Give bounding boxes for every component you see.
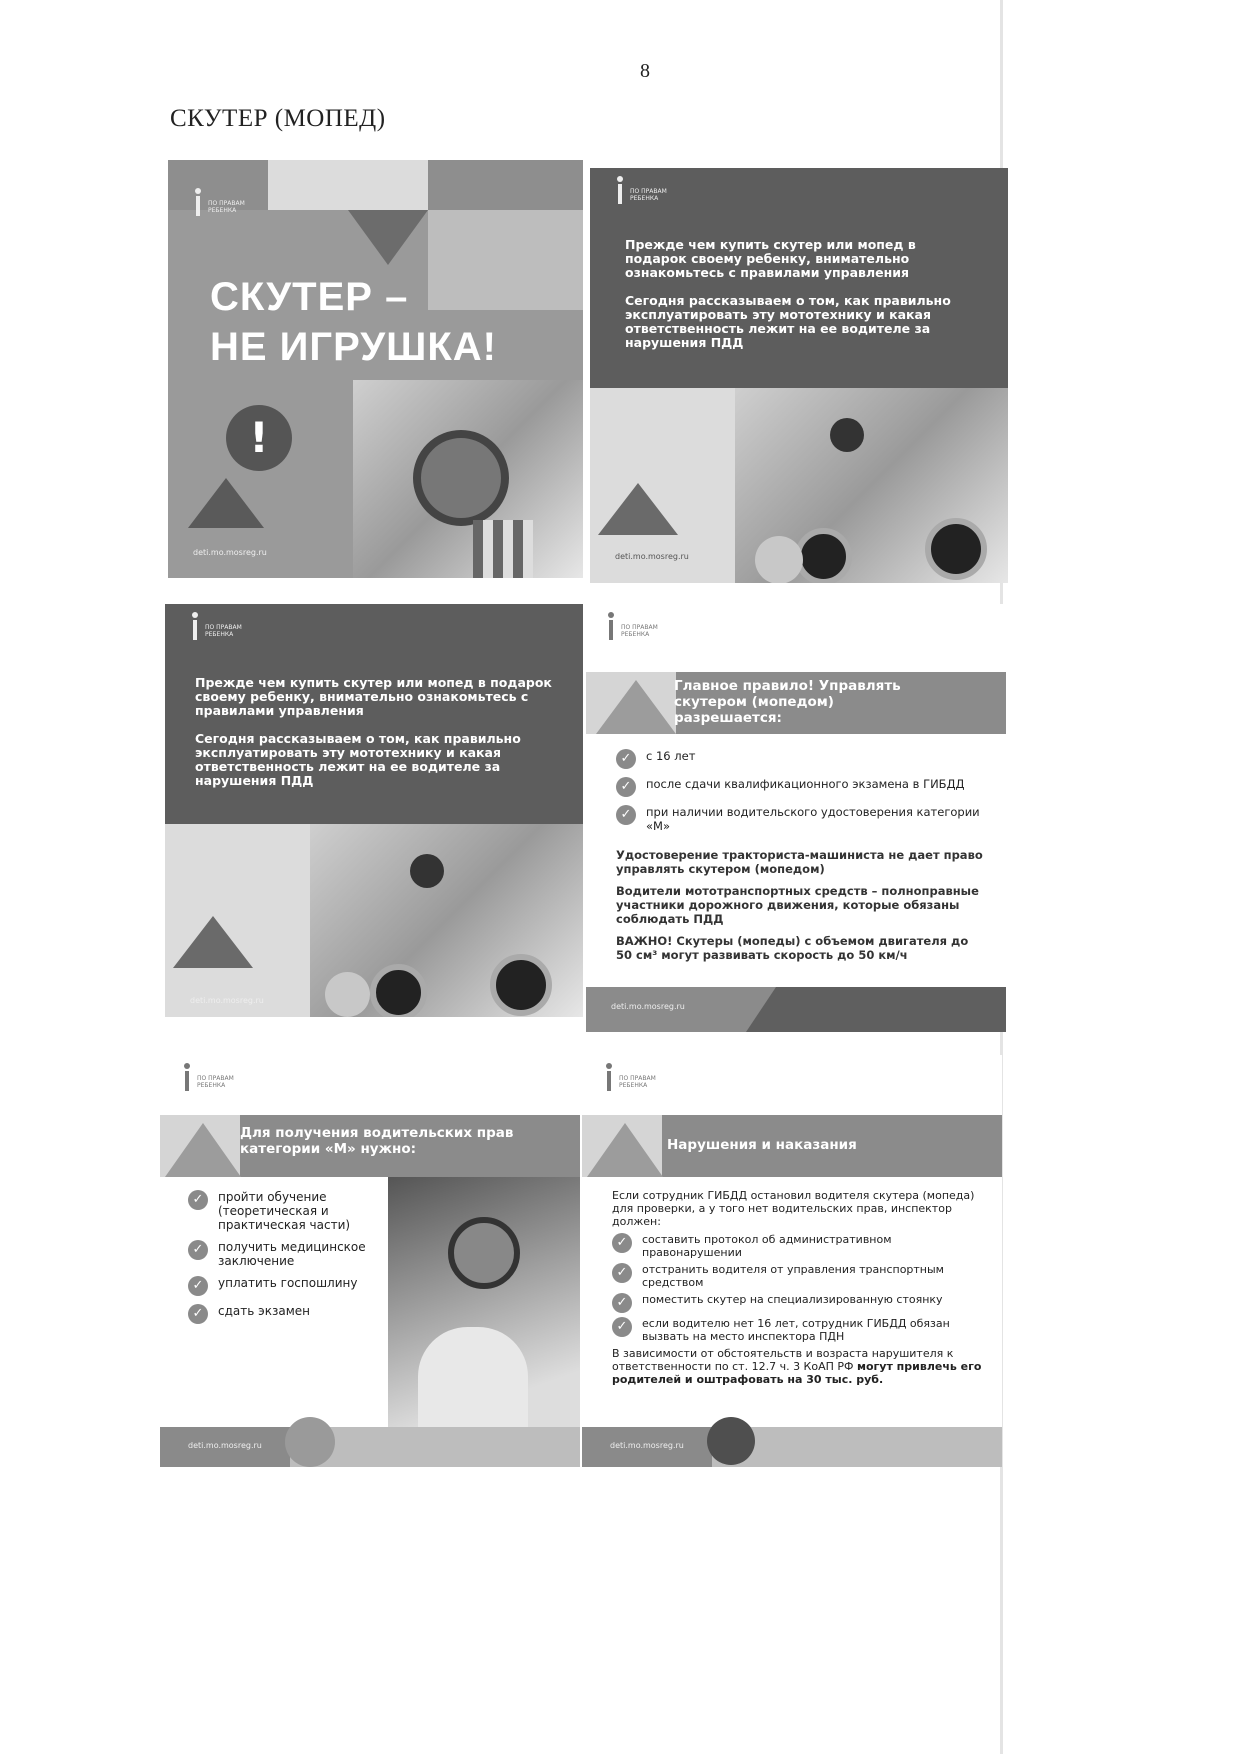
triangle-shape [598,483,678,535]
slide-5 [160,1055,580,1467]
list-item: ✓ после сдачи квалификационного экзамена в ГИБДД [616,777,996,797]
logo [604,1063,656,1091]
logo-line2: РЕБЕНКА [197,1082,226,1089]
scooter-headlight-photo [353,380,583,578]
balloon-girl-icon [190,612,200,640]
logo-line1: ПО ПРАВАМ [630,188,667,195]
note-3: ВАЖНО! Скутеры (мопеды) с объемом двигателя до 50 см³ могут развивать скорость до 50 км/ч [616,934,969,962]
slide4-notes [616,848,986,962]
slide6-body [612,1189,987,1386]
check-icon: ✓ [612,1293,632,1313]
slide-4 [586,604,1006,1032]
logo-line1: ПО ПРАВАМ [621,624,658,631]
slide3-p2: Сегодня рассказываем о том, как правильно эксплуатировать эту мототехнику и какая ответственность лежит на ее водителе за нарушения ПДД [195,731,521,788]
logo-line1: ПО ПРАВАМ [205,624,242,631]
slide1-headline [210,272,497,372]
logo-line2: РЕБЕНКА [619,1082,648,1089]
decor-circle [707,1417,755,1465]
site-url: deti.mo.mosreg.ru [188,1441,262,1450]
note-2: Водители мототранспортных средств – полноправные участники дорожного движения, которые обязаны соблюдать ПДД [616,884,979,926]
slide5-header-text: Для получения водительских прав категории «М» нужно: [240,1125,514,1157]
triangle-shape [173,916,253,968]
list-item: ✓ отстранить водителя от управления транспортным средством [612,1263,987,1289]
check-icon: ✓ [612,1233,632,1253]
triangle-shape [596,680,676,734]
list-item: ✓ получить медицинское заключение [188,1240,388,1268]
site-url: deti.mo.mosreg.ru [610,1441,684,1450]
list-item: ✓ если водителю нет 16 лет, сотрудник ГИБДД обязан вызвать на место инспектора ПДН [612,1317,987,1343]
list-item: ✓ пройти обучение (теоретическая и практическая части) [188,1190,388,1232]
slide4-list [616,749,996,841]
logo-line2: РЕБЕНКА [621,631,650,638]
slide4-header-text: Главное правило! Управлять скутером (мопедом) разрешается: [674,678,901,726]
check-icon: ✓ [616,749,636,769]
check-icon: ✓ [188,1190,208,1210]
headline-line1: СКУТЕР – [210,275,409,319]
slide2-p1: Прежде чем купить скутер или мопед в подарок своему ребенку, внимательно ознакомьтесь с правилами управления [625,237,916,280]
logo [190,612,242,640]
note-1: Удостоверение тракториста-машиниста не дает право управлять скутером (мопедом) [616,848,983,876]
check-icon: ✓ [188,1240,208,1260]
slide4-header [586,672,1006,734]
site-url: deti.mo.mosreg.ru [615,552,689,561]
logo [182,1063,234,1091]
headline-line2: НЕ ИГРУШКА! [210,325,497,369]
slide5-list [188,1190,388,1332]
logo-line1: ПО ПРАВАМ [619,1075,656,1082]
vintage-scooter-photo [388,1177,580,1437]
slide6-outro: В зависимости от обстоятельств и возраста нарушителя к ответственности по ст. 12.7 ч. 3 КоАП РФ могут привлечь его родителей и оштрафовать на 30 тыс. руб. [612,1347,982,1386]
slide-1 [168,160,583,578]
slide2-p2: Сегодня рассказываем о том, как правильно эксплуатировать эту мототехнику и какая ответственность лежит на ее водителе за нарушения ПДД [625,293,951,350]
check-icon: ✓ [188,1304,208,1324]
slide3-p1: Прежде чем купить скутер или мопед в подарок своему ребенку, внимательно ознакомьтесь с правилами управления [195,675,552,718]
slide-6 [582,1055,1002,1467]
triangle-shape [165,1123,241,1177]
check-icon: ✓ [188,1276,208,1296]
decor-circle [755,536,803,583]
logo-line2: РЕБЕНКА [630,195,659,202]
logo-line1: ПО ПРАВАМ [197,1075,234,1082]
exclaim-badge: ! [226,405,292,471]
slide6-header [582,1115,1002,1177]
triangle-shape [348,210,428,265]
section-title: СКУТЕР (МОПЕД) [170,105,386,132]
decor-circle [325,972,370,1017]
slide5-header [160,1115,580,1177]
check-icon: ✓ [612,1317,632,1337]
slide-3 [165,604,583,1017]
slide-2 [590,168,1008,583]
decor-circle [285,1417,335,1467]
logo-line2: РЕБЕНКА [208,207,237,214]
logo [615,176,667,204]
slide3-text [195,676,555,788]
slide2-text [625,238,975,350]
logo-line1: ПО ПРАВАМ [208,200,245,207]
list-item: ✓ с 16 лет [616,749,996,769]
check-icon: ✓ [612,1263,632,1283]
check-icon: ✓ [616,805,636,825]
balloon-girl-icon [615,176,625,204]
logo [193,188,245,216]
site-url: deti.mo.mosreg.ru [193,548,267,557]
triangle-shape [587,1123,663,1177]
logo [606,612,658,640]
balloon-girl-icon [604,1063,614,1091]
triangle-shape [188,478,264,528]
list-item: ✓ составить протокол об административном правонарушении [612,1233,987,1259]
list-item: ✓ при наличии водительского удостоверения категории «М» [616,805,996,833]
balloon-girl-icon [182,1063,192,1091]
slide6-header-text: Нарушения и наказания [667,1137,857,1153]
slide6-intro: Если сотрудник ГИБДД остановил водителя скутера (мопеда) для проверки, а у того нет водительских прав, инспектор должен: [612,1189,975,1228]
page-number: 8 [640,60,650,82]
site-url: deti.mo.mosreg.ru [611,1002,685,1011]
check-icon: ✓ [616,777,636,797]
list-item: ✓ сдать экзамен [188,1304,388,1324]
balloon-girl-icon [193,188,203,216]
list-item: ✓ поместить скутер на специализированную стоянку [612,1293,987,1313]
list-item: ✓ уплатить госпошлину [188,1276,388,1296]
logo-line2: РЕБЕНКА [205,631,234,638]
balloon-girl-icon [606,612,616,640]
site-url: deti.mo.mosreg.ru [190,996,264,1005]
